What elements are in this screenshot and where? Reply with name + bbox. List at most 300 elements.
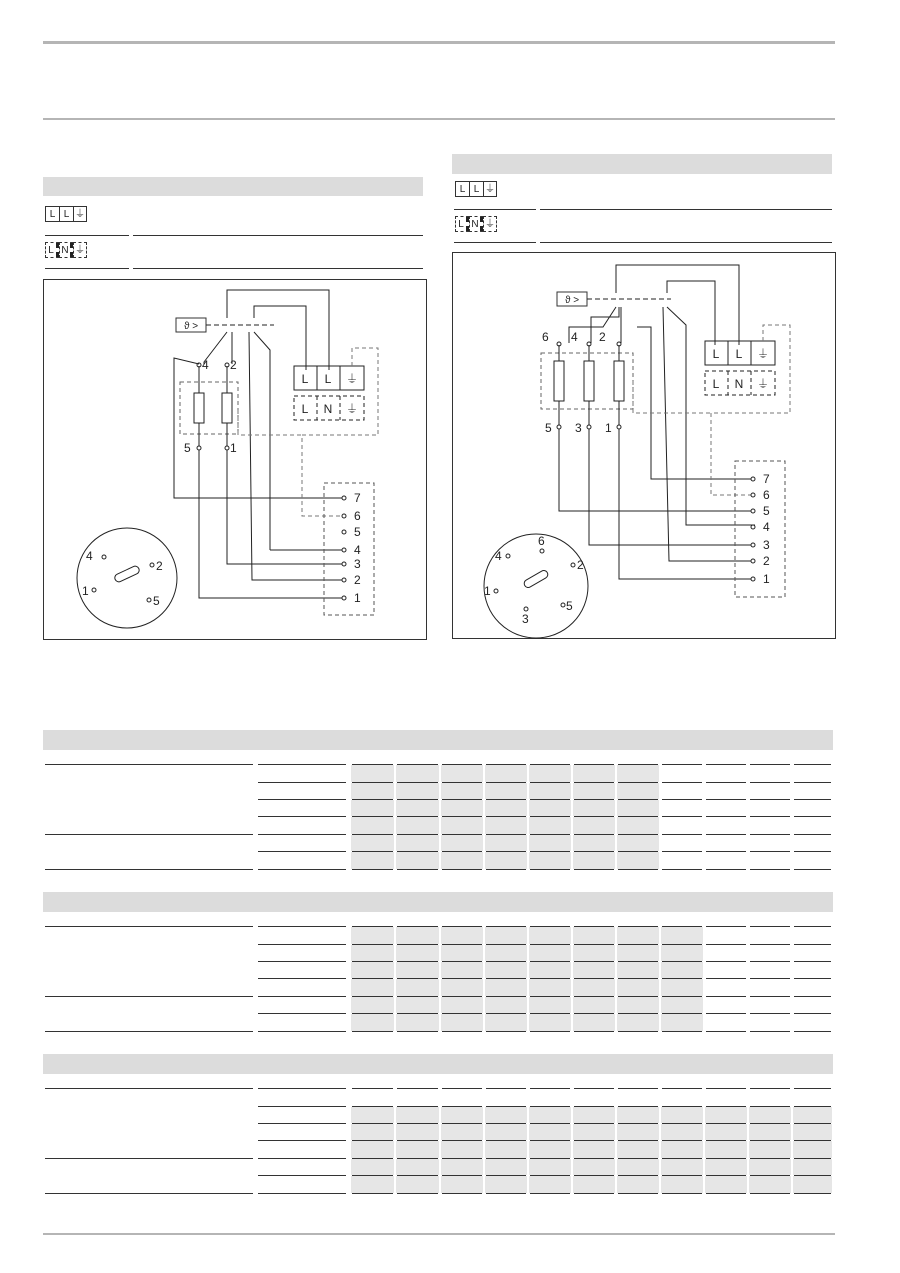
- table-cell-line: [442, 926, 482, 927]
- table-cell-line: [486, 1106, 526, 1107]
- table-cell-line: [486, 944, 526, 945]
- table-cell-line: [794, 1158, 831, 1159]
- divider: [45, 235, 129, 236]
- table-cell-line: [442, 1031, 482, 1032]
- element-label: 4: [571, 330, 578, 344]
- table-cell-line: [750, 996, 790, 997]
- table-cell-line: [442, 1123, 482, 1124]
- table-cell-line: [662, 944, 702, 945]
- left-section-bar: [43, 177, 423, 196]
- shaded-cell: [351, 927, 394, 944]
- dial-label: 2: [577, 558, 584, 572]
- shaded-cell: [661, 1124, 703, 1140]
- table-cell-line: [574, 869, 614, 870]
- shaded-cell: [529, 997, 571, 1013]
- table-row-line: [45, 1193, 253, 1194]
- shaded-cell: [529, 800, 571, 816]
- shaded-cell: [573, 852, 615, 869]
- shaded-cell: [573, 945, 615, 961]
- shaded-cell: [485, 800, 527, 816]
- shaded-cell: [529, 1014, 571, 1031]
- table-cell-line: [352, 764, 393, 765]
- table-row-line: [45, 834, 253, 835]
- table-cell-line: [352, 1031, 393, 1032]
- table-row-line: [45, 869, 253, 870]
- table-cell-line: [486, 1013, 526, 1014]
- table-cell-line: [618, 926, 658, 927]
- table-cell-line: [706, 799, 746, 800]
- dial-label: 6: [538, 534, 545, 548]
- shaded-cell: [351, 783, 394, 799]
- wiring-diagram-right: [452, 252, 836, 639]
- divider: [454, 209, 536, 210]
- element-label: 4: [202, 358, 209, 372]
- table-row-line: [258, 799, 346, 800]
- table-cell-line: [618, 816, 658, 817]
- connector-label: 2: [354, 573, 361, 587]
- table-cell-line: [794, 1175, 831, 1176]
- table-cell-line: [574, 1140, 614, 1141]
- connector-label: 5: [354, 525, 361, 539]
- table-cell-line: [618, 1140, 658, 1141]
- table-cell-line: [352, 834, 393, 835]
- table-cell-line: [794, 834, 831, 835]
- table-cell-line: [352, 1193, 393, 1194]
- shaded-cell: [705, 1124, 747, 1140]
- shaded-cell: [573, 800, 615, 816]
- table-cell-line: [750, 1158, 790, 1159]
- table-row-line: [258, 961, 346, 962]
- shaded-cell: [351, 1107, 394, 1123]
- shaded-cell: [485, 979, 527, 996]
- table-cell-line: [794, 996, 831, 997]
- table-cell-line: [442, 1175, 482, 1176]
- element-label: 2: [230, 358, 237, 372]
- shaded-cell: [396, 765, 439, 782]
- table-cell-line: [794, 782, 831, 783]
- table-cell-line: [530, 1193, 570, 1194]
- table-cell-line: [574, 1106, 614, 1107]
- terminal-label: N: [323, 402, 333, 416]
- shaded-cell: [661, 1159, 703, 1175]
- table-cell-line: [397, 1158, 438, 1159]
- element-label: 3: [575, 421, 582, 435]
- table-cell-line: [574, 1031, 614, 1032]
- shaded-cell: [705, 1107, 747, 1123]
- shaded-cell: [529, 1159, 571, 1175]
- table-cell-line: [750, 782, 790, 783]
- table-cell-line: [486, 961, 526, 962]
- table-cell-line: [442, 816, 482, 817]
- table-cell-line: [618, 764, 658, 765]
- shaded-cell: [485, 927, 527, 944]
- table-row-line: [45, 1088, 253, 1089]
- table-cell-line: [442, 834, 482, 835]
- table-cell-line: [486, 1031, 526, 1032]
- table-cell-line: [618, 834, 658, 835]
- shaded-cell: [749, 1159, 791, 1175]
- table-cell-line: [662, 851, 702, 852]
- shaded-cell: [351, 1124, 394, 1140]
- table-row-line: [258, 764, 346, 765]
- shaded-cell: [396, 1107, 439, 1123]
- shaded-cell: [617, 997, 659, 1013]
- connector-label: 3: [763, 538, 770, 552]
- divider: [454, 242, 536, 243]
- shaded-cell: [661, 962, 703, 978]
- table-cell-line: [530, 1140, 570, 1141]
- connector-label: 4: [354, 543, 361, 557]
- shaded-cell: [573, 1107, 615, 1123]
- table-cell-line: [750, 1088, 790, 1089]
- connector-label: 3: [354, 557, 361, 571]
- table-cell-line: [706, 869, 746, 870]
- right-section-bar: [452, 154, 832, 174]
- table-cell-line: [486, 996, 526, 997]
- table-cell-line: [750, 1123, 790, 1124]
- table-cell-line: [530, 1175, 570, 1176]
- switch-symbol: ϑ >: [183, 321, 199, 332]
- table-cell-line: [706, 1088, 746, 1089]
- shaded-cell: [351, 835, 394, 851]
- shaded-cell: [749, 1107, 791, 1123]
- table-cell-line: [750, 1140, 790, 1141]
- wiring-diagram-left-svg: [44, 280, 428, 641]
- shaded-cell: [396, 783, 439, 799]
- table-row-line: [258, 869, 346, 870]
- table-cell-line: [706, 1013, 746, 1014]
- shaded-cell: [573, 979, 615, 996]
- shaded-cell: [485, 1176, 527, 1193]
- table-cell-line: [750, 834, 790, 835]
- left-supply-symbol-1: [45, 206, 87, 222]
- shaded-cell: [441, 1014, 483, 1031]
- table-cell-line: [794, 799, 831, 800]
- table-row-line: [258, 1158, 346, 1159]
- shaded-cell: [617, 1107, 659, 1123]
- table-cell-line: [397, 782, 438, 783]
- table-cell-line: [750, 851, 790, 852]
- shaded-cell: [351, 1141, 394, 1158]
- earth-icon: ⏚: [483, 181, 497, 197]
- table-cell-line: [662, 764, 702, 765]
- table-cell-line: [574, 944, 614, 945]
- table-cell-line: [397, 851, 438, 852]
- shaded-cell: [485, 1014, 527, 1031]
- table-cell-line: [794, 1031, 831, 1032]
- table-cell-line: [662, 1158, 702, 1159]
- shaded-cell: [573, 962, 615, 978]
- shaded-cell: [749, 1141, 791, 1158]
- table-row-line: [45, 996, 253, 997]
- element-label: 5: [545, 421, 552, 435]
- table-cell-line: [794, 1193, 831, 1194]
- table-cell-line: [352, 926, 393, 927]
- sym-l: L: [45, 206, 59, 222]
- shaded-cell: [441, 765, 483, 782]
- shaded-cell: [441, 800, 483, 816]
- shaded-cell: [617, 765, 659, 782]
- terminal-label: L: [301, 372, 309, 386]
- table-cell-line: [442, 996, 482, 997]
- table-row-line: [45, 926, 253, 927]
- shaded-cell: [351, 997, 394, 1013]
- table-cell-line: [397, 1106, 438, 1107]
- table-cell-line: [486, 1123, 526, 1124]
- table-cell-line: [397, 1031, 438, 1032]
- terminal-label: L: [301, 402, 309, 416]
- table-cell-line: [662, 816, 702, 817]
- shaded-cell: [573, 817, 615, 834]
- dial-label: 3: [522, 612, 529, 626]
- table-cell-line: [794, 816, 831, 817]
- shaded-cell: [661, 1107, 703, 1123]
- table-cell-line: [352, 1106, 393, 1107]
- table-cell-line: [574, 782, 614, 783]
- table-cell-line: [442, 944, 482, 945]
- table-cell-line: [352, 851, 393, 852]
- shaded-cell: [529, 1176, 571, 1193]
- table-cell-line: [574, 926, 614, 927]
- table-cell-line: [352, 978, 393, 979]
- table-row-line: [258, 1031, 346, 1032]
- shaded-cell: [351, 852, 394, 869]
- shaded-cell: [573, 783, 615, 799]
- shaded-cell: [441, 962, 483, 978]
- shaded-cell: [529, 1124, 571, 1140]
- shaded-cell: [351, 979, 394, 996]
- shaded-cell: [396, 997, 439, 1013]
- earth-icon: ⏚: [483, 216, 497, 232]
- table-cell-line: [530, 1158, 570, 1159]
- connector-label: 7: [354, 491, 361, 505]
- table-cell-line: [706, 1193, 746, 1194]
- table-cell-line: [662, 1193, 702, 1194]
- shaded-cell: [485, 783, 527, 799]
- shaded-cell: [351, 945, 394, 961]
- shaded-cell: [396, 979, 439, 996]
- shaded-cell: [661, 1141, 703, 1158]
- dial-label: 5: [153, 594, 160, 608]
- shaded-cell: [705, 1141, 747, 1158]
- table-cell-line: [352, 1158, 393, 1159]
- shaded-cell: [529, 927, 571, 944]
- shaded-cell: [529, 765, 571, 782]
- table-row-line: [258, 978, 346, 979]
- left-supply-symbol-2: [45, 242, 87, 258]
- element-label: 1: [605, 421, 612, 435]
- table-row-line: [258, 1106, 346, 1107]
- shaded-cell: [441, 1124, 483, 1140]
- table-cell-line: [662, 799, 702, 800]
- shaded-cell: [396, 852, 439, 869]
- table-cell-line: [486, 1158, 526, 1159]
- table-cell-line: [750, 961, 790, 962]
- table-cell-line: [397, 764, 438, 765]
- table-cell-line: [574, 1088, 614, 1089]
- header-rule-top: [43, 41, 835, 44]
- shaded-cell: [351, 800, 394, 816]
- table-cell-line: [352, 782, 393, 783]
- table-cell-line: [750, 799, 790, 800]
- table-row-line: [258, 944, 346, 945]
- table-cell-line: [750, 816, 790, 817]
- shaded-cell: [749, 1124, 791, 1140]
- table-cell-line: [442, 978, 482, 979]
- table-cell-line: [352, 1140, 393, 1141]
- shaded-cell: [661, 1176, 703, 1193]
- table-cell-line: [352, 816, 393, 817]
- table-cell-line: [442, 764, 482, 765]
- table-row-line: [258, 1175, 346, 1176]
- dial-label: 1: [82, 584, 89, 598]
- table-cell-line: [530, 1031, 570, 1032]
- shaded-cell: [485, 1124, 527, 1140]
- terminal-label: L: [712, 347, 720, 361]
- shaded-cell: [617, 1176, 659, 1193]
- table-cell-line: [574, 978, 614, 979]
- element-label: 5: [184, 441, 191, 455]
- sym-n: N: [59, 242, 73, 258]
- shaded-cell: [529, 835, 571, 851]
- table-row-line: [45, 1031, 253, 1032]
- sym-l: L: [455, 216, 469, 232]
- shaded-cell: [441, 835, 483, 851]
- table-cell-line: [530, 1123, 570, 1124]
- divider: [45, 268, 129, 269]
- table-cell-line: [662, 996, 702, 997]
- shaded-cell: [396, 800, 439, 816]
- table-cell-line: [397, 944, 438, 945]
- shaded-cell: [351, 1014, 394, 1031]
- table-cell-line: [794, 1013, 831, 1014]
- shaded-cell: [617, 962, 659, 978]
- table-cell-line: [750, 1175, 790, 1176]
- table-row-line: [258, 1140, 346, 1141]
- connector-label: 5: [763, 504, 770, 518]
- sym-l: L: [469, 181, 483, 197]
- dial-label: 5: [566, 599, 573, 613]
- table-cell-line: [794, 978, 831, 979]
- table-cell-line: [530, 978, 570, 979]
- shaded-cell: [441, 945, 483, 961]
- table-cell-line: [574, 961, 614, 962]
- shaded-cell: [617, 817, 659, 834]
- table-cell-line: [397, 869, 438, 870]
- table-cell-line: [618, 944, 658, 945]
- table-cell-line: [530, 926, 570, 927]
- table-cell-line: [486, 816, 526, 817]
- shaded-cell: [441, 997, 483, 1013]
- table-cell-line: [574, 764, 614, 765]
- earth-icon: ⏚: [756, 347, 770, 361]
- table-row-line: [258, 1193, 346, 1194]
- table-cell-line: [706, 1031, 746, 1032]
- table-cell-line: [352, 1013, 393, 1014]
- table-cell-line: [618, 869, 658, 870]
- table-cell-line: [750, 978, 790, 979]
- table-cell-line: [574, 834, 614, 835]
- shaded-cell: [351, 765, 394, 782]
- shaded-cell: [396, 1159, 439, 1175]
- table-cell-line: [352, 1088, 393, 1089]
- table-cell-line: [706, 851, 746, 852]
- shaded-cell: [617, 979, 659, 996]
- table-cell-line: [530, 944, 570, 945]
- shaded-cell: [485, 817, 527, 834]
- shaded-cell: [573, 1141, 615, 1158]
- table-row-line: [258, 782, 346, 783]
- table-section-bar: [43, 730, 833, 750]
- table-cell-line: [706, 1140, 746, 1141]
- table-cell-line: [442, 1158, 482, 1159]
- shaded-cell: [573, 765, 615, 782]
- connector-label: 6: [354, 509, 361, 523]
- element-label: 6: [542, 330, 549, 344]
- table-cell-line: [706, 961, 746, 962]
- shaded-cell: [793, 1124, 832, 1140]
- shaded-cell: [351, 1159, 394, 1175]
- table-cell-line: [486, 978, 526, 979]
- shaded-cell: [351, 817, 394, 834]
- table-cell-line: [486, 869, 526, 870]
- table-cell-line: [442, 799, 482, 800]
- table-cell-line: [442, 1106, 482, 1107]
- table-cell-line: [662, 782, 702, 783]
- table-cell-line: [794, 926, 831, 927]
- table-cell-line: [397, 926, 438, 927]
- table-cell-line: [442, 1013, 482, 1014]
- shaded-cell: [793, 1141, 832, 1158]
- table-row-line: [258, 1123, 346, 1124]
- shaded-cell: [617, 1014, 659, 1031]
- table-cell-line: [618, 1106, 658, 1107]
- shaded-cell: [396, 1176, 439, 1193]
- shaded-cell: [396, 962, 439, 978]
- shaded-cell: [441, 852, 483, 869]
- shaded-cell: [749, 1176, 791, 1193]
- table-cell-line: [486, 1175, 526, 1176]
- table-cell-line: [397, 1013, 438, 1014]
- shaded-cell: [485, 1107, 527, 1123]
- table-cell-line: [530, 799, 570, 800]
- table-cell-line: [750, 926, 790, 927]
- table-cell-line: [486, 834, 526, 835]
- table-section-bar: [43, 892, 833, 912]
- terminal-label: L: [712, 377, 720, 391]
- table-cell-line: [706, 978, 746, 979]
- table-cell-line: [574, 799, 614, 800]
- table-row-line: [258, 996, 346, 997]
- table-cell-line: [618, 799, 658, 800]
- table-cell-line: [442, 1088, 482, 1089]
- table-cell-line: [794, 869, 831, 870]
- table-cell-line: [486, 799, 526, 800]
- divider: [540, 209, 832, 210]
- shaded-cell: [441, 927, 483, 944]
- shaded-cell: [441, 1176, 483, 1193]
- terminal-label: L: [735, 347, 743, 361]
- table-cell-line: [662, 961, 702, 962]
- shaded-cell: [441, 783, 483, 799]
- divider: [133, 268, 423, 269]
- table-cell-line: [618, 961, 658, 962]
- sym-l: L: [59, 206, 73, 222]
- table-cell-line: [486, 1193, 526, 1194]
- wiring-diagram-right-svg: [453, 253, 837, 640]
- shaded-cell: [441, 979, 483, 996]
- table-cell-line: [530, 834, 570, 835]
